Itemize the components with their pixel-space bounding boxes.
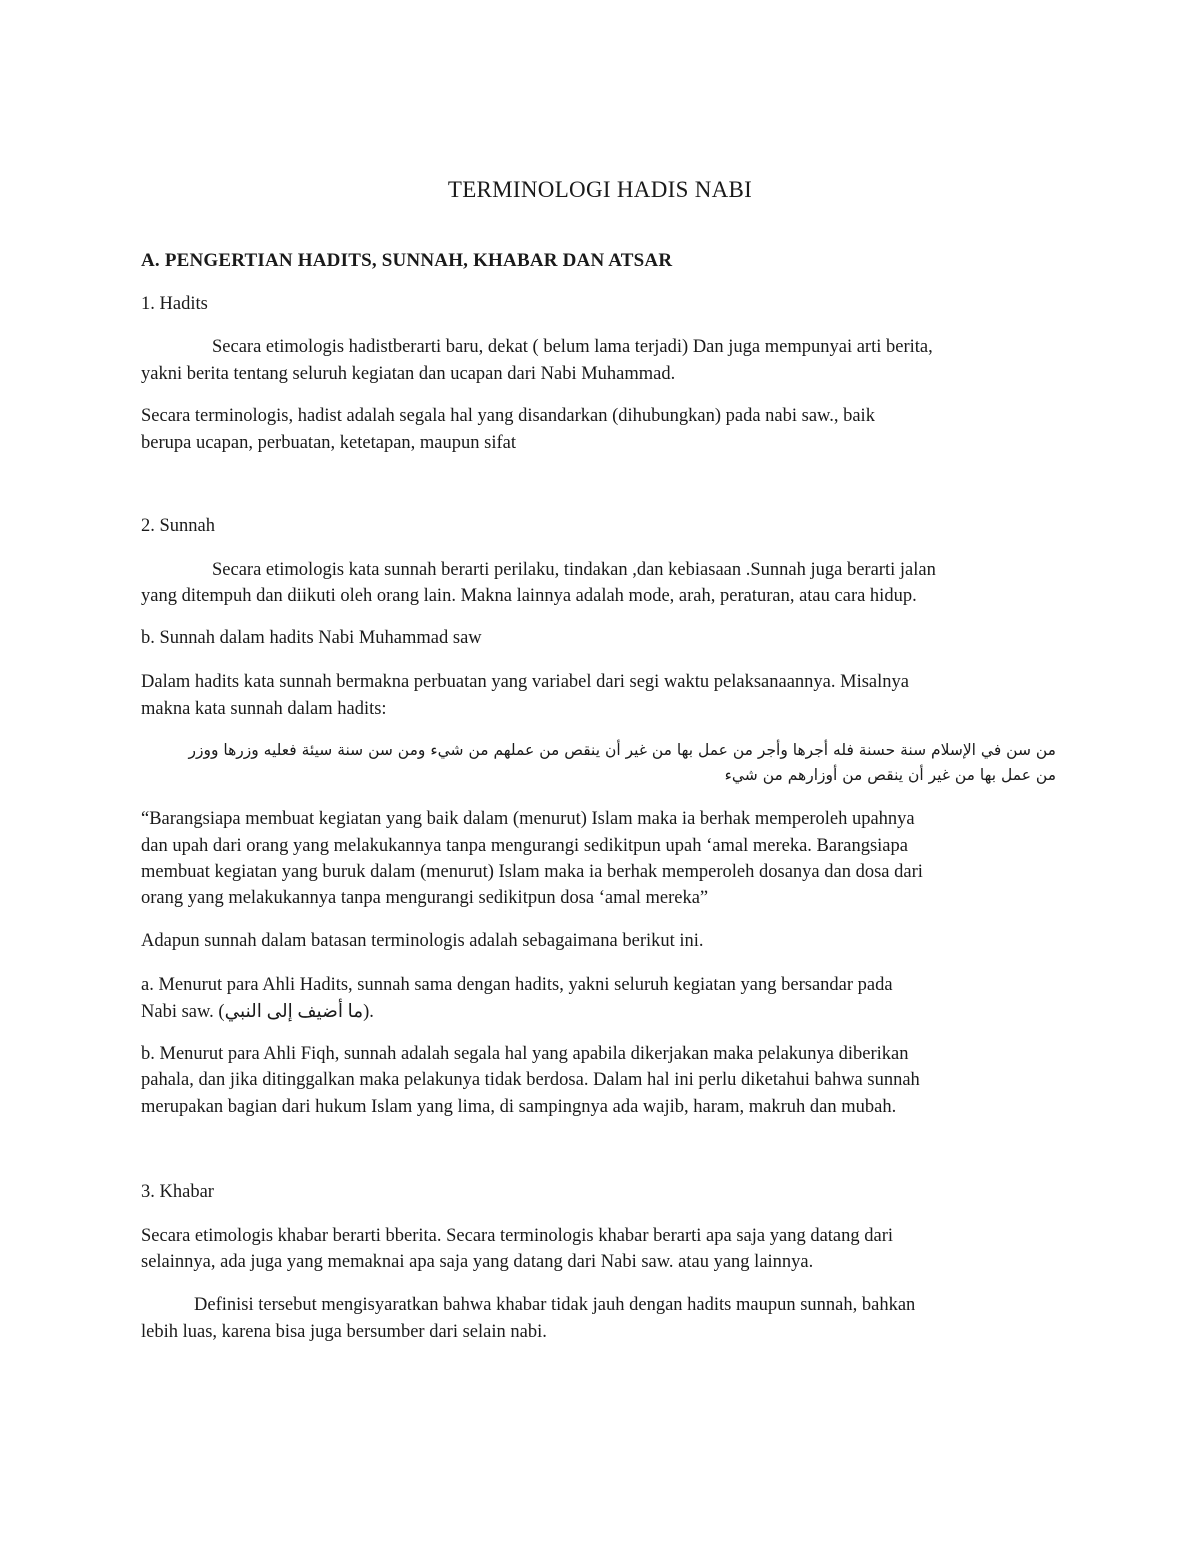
translation-line-1: “Barangsiapa membuat kegiatan yang baik dalam (menurut) Islam maka ia berhak memperoleh upahnya xyxy=(141,809,915,829)
sunnah-paragraph-1-line-1: Secara etimologis kata sunnah berarti perilaku, tindakan ,dan kebiasaan .Sunnah juga berarti jalan xyxy=(212,560,936,580)
translation-line-4: orang yang melakukannya tanpa mengurangi sedikitpun dosa ‘amal mereka” xyxy=(141,888,709,908)
section-a-heading: A. PENGERTIAN HADITS, SUNNAH, KHABAR DAN ATSAR xyxy=(141,250,673,271)
translation-line-3: membuat kegiatan yang buruk dalam (menurut) Islam maka ia berhak memperoleh dosanya dan dosa dari xyxy=(141,862,923,882)
sunnah-point-b-line-1: b. Menurut para Ahli Fiqh, sunnah adalah segala hal yang apabila dikerjakan maka pelakunya diberikan xyxy=(141,1044,909,1064)
sunnah-point-a-line-2: Nabi saw. (ما أضيف إلى النبي). xyxy=(141,1002,374,1022)
sunnah-paragraph-3: Adapun sunnah dalam batasan terminologis adalah sebagaimana berikut ini. xyxy=(141,931,704,951)
sunnah-paragraph-2-line-2: makna kata sunnah dalam hadits: xyxy=(141,699,387,719)
document-title: TERMINOLOGI HADIS NABI xyxy=(447,177,753,202)
khabar-heading: 3. Khabar xyxy=(141,1182,214,1202)
arabic-hadith-line-1: من سن في الإسلام سنة حسنة فله أجرها وأجر من عمل بها من غير أن ينقص من عملهم من شيء ومن سن سنة سيئة فعليه وزرها ووزر xyxy=(188,741,1056,759)
hadits-paragraph-1-line-1: Secara etimologis hadistberarti baru, dekat ( belum lama terjadi) Dan juga mempunyai arti berita, xyxy=(212,337,933,357)
hadits-paragraph-2-line-2: berupa ucapan, perbuatan, ketetapan, maupun sifat xyxy=(141,433,516,453)
khabar-paragraph-2-line-1: Definisi tersebut mengisyaratkan bahwa khabar tidak jauh dengan hadits maupun sunnah, bahkan xyxy=(194,1295,916,1315)
sunnah-point-a-line-1: a. Menurut para Ahli Hadits, sunnah sama dengan hadits, yakni seluruh kegiatan yang bersandar pada xyxy=(141,975,893,995)
khabar-paragraph-2-line-2: lebih luas, karena bisa juga bersumber dari selain nabi. xyxy=(141,1322,547,1342)
hadits-heading: 1. Hadits xyxy=(141,294,208,314)
sunnah-point-b-line-3: merupakan bagian dari hukum Islam yang lima, di sampingnya ada wajib, haram, makruh dan mubah. xyxy=(141,1097,897,1117)
hadits-paragraph-2-line-1: Secara terminologis, hadist adalah segala hal yang disandarkan (dihubungkan) pada nabi saw., baik xyxy=(141,406,875,426)
sunnah-paragraph-1-line-2: yang ditempuh dan diikuti oleh orang lain. Makna lainnya adalah mode, arah, peraturan, atau cara hidup. xyxy=(141,586,917,606)
hadits-paragraph-1-line-2: yakni berita tentang seluruh kegiatan dan ucapan dari Nabi Muhammad. xyxy=(141,364,676,384)
khabar-paragraph-1-line-1: Secara etimologis khabar berarti bberita. Secara terminologis khabar berarti apa saja yang datang dari xyxy=(141,1226,894,1246)
sunnah-paragraph-2-line-1: Dalam hadits kata sunnah bermakna perbuatan yang variabel dari segi waktu pelaksanaannya. Misalnya xyxy=(141,672,909,692)
khabar-paragraph-1-line-2: selainnya, ada juga yang memaknai apa saja yang datang dari Nabi saw. atau yang lainnya. xyxy=(141,1252,814,1272)
arabic-hadith-line-2: من عمل بها من غير أن ينقص من أوزارهم من شيء xyxy=(724,766,1056,784)
sunnah-subheading-b: b. Sunnah dalam hadits Nabi Muhammad saw xyxy=(141,628,482,648)
translation-line-2: dan upah dari orang yang melakukannya tanpa mengurangi sedikitpun upah ‘amal mereka. Barangsiapa xyxy=(141,836,908,856)
sunnah-point-b-line-2: pahala, dan jika ditinggalkan maka pelakunya tidak berdosa. Dalam hal ini perlu diketahui bahwa sunnah xyxy=(141,1070,920,1090)
sunnah-heading: 2. Sunnah xyxy=(141,516,215,536)
